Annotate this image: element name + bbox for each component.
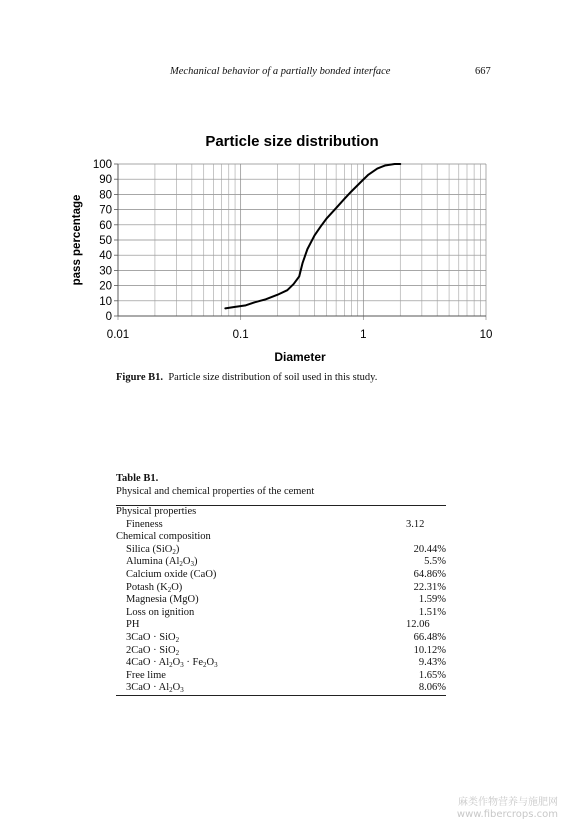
- running-head: [0, 66, 562, 80]
- x-axis-label: Diameter: [274, 350, 326, 364]
- table-row: [116, 582, 446, 595]
- particle-size-chart: [60, 126, 510, 366]
- row-label: Alumina $(Al_2O_3)$: [126, 556, 198, 569]
- chart-series: [225, 164, 400, 308]
- y-tick-label: 40: [99, 250, 112, 263]
- row-label: Calcium oxide (CaO): [126, 568, 217, 580]
- row-value: 3.12: [406, 518, 425, 530]
- table-row: [116, 607, 446, 620]
- figure-caption: [116, 372, 377, 383]
- row-label: Loss on ignition: [126, 606, 195, 618]
- section-heading: [116, 531, 446, 544]
- row-label: $4CaO \cdot Al_2O_3 \cdot Fe_2O_3$: [126, 657, 218, 670]
- table-row: [116, 569, 446, 582]
- y-tick-label: 60: [99, 219, 112, 232]
- row-value: 20.44%: [413, 543, 446, 555]
- chart-grid: [118, 164, 486, 320]
- row-value: 10.12%: [413, 644, 446, 656]
- row-value: 9.43%: [418, 657, 446, 669]
- x-tick-label: 10: [479, 329, 493, 341]
- y-tick-label: 30: [99, 265, 112, 278]
- table-title: Physical and chemical properties of the cement: [116, 486, 315, 497]
- row-value: 64.86%: [413, 568, 446, 580]
- table-row: [116, 594, 446, 607]
- table-row: [116, 682, 446, 695]
- x-tick-label: 1: [360, 329, 367, 341]
- properties-table: [116, 505, 446, 696]
- row-value: 1.51%: [418, 606, 446, 618]
- row-value: 66.48%: [413, 631, 446, 643]
- table-bottom-rule: [116, 695, 446, 696]
- row-value: 5.5%: [424, 556, 446, 568]
- watermark: [457, 797, 558, 821]
- row-label: 2CaO · SiO$_2$: [126, 644, 180, 657]
- table-row: [116, 632, 446, 645]
- table-row: [116, 657, 446, 670]
- figure-label: Figure B1.: [116, 372, 164, 383]
- watermark-line-1: 麻类作物营养与施肥网: [458, 797, 558, 808]
- section-heading-text: Chemical composition: [116, 531, 211, 543]
- watermark-line-2: www.fibercrops.com: [456, 809, 558, 820]
- row-label: $3CaO \cdot Al_2O_3$: [126, 682, 184, 695]
- row-label: PH: [126, 619, 140, 631]
- chart-ticks: [93, 159, 493, 341]
- x-tick-label: 0.1: [232, 329, 249, 341]
- y-tick-label: 0: [105, 311, 112, 323]
- table-row: [116, 519, 446, 532]
- row-value: 8.06%: [418, 682, 446, 694]
- running-title: Mechanical behavior of a partially bonded interface: [170, 66, 391, 77]
- section-heading: [116, 506, 446, 519]
- row-value: 1.59%: [418, 594, 446, 606]
- table-label: Table B1.: [116, 473, 159, 484]
- y-tick-label: 100: [92, 159, 112, 171]
- row-value: 12.06: [406, 619, 430, 631]
- y-tick-label: 10: [99, 295, 112, 308]
- chart-title: Particle size distribution: [205, 133, 379, 150]
- section-heading-text: Physical properties: [116, 506, 197, 517]
- y-axis-label: pass percentage: [71, 194, 83, 286]
- row-label: 3CaO · SiO$_2$: [126, 631, 180, 644]
- row-label: Fineness: [126, 518, 163, 530]
- row-value: 22.31%: [413, 581, 446, 593]
- y-tick-label: 70: [99, 204, 112, 217]
- y-tick-label: 50: [99, 235, 112, 247]
- row-label: Silica (SiO$_2$): [126, 543, 180, 556]
- page-number: 667: [475, 66, 491, 77]
- row-value: 1.65%: [418, 669, 446, 681]
- table-row: [116, 619, 446, 632]
- y-tick-label: 20: [99, 280, 112, 293]
- table-row: [116, 670, 446, 683]
- y-tick-label: 90: [99, 174, 112, 187]
- row-label: Free lime: [126, 669, 166, 681]
- x-tick-label: 0.01: [106, 329, 130, 341]
- row-label: Magnesia (MgO): [126, 594, 199, 606]
- row-label: Potash $(K_2O)$: [126, 581, 183, 594]
- y-tick-label: 80: [99, 189, 112, 202]
- table-row: [116, 544, 446, 557]
- table-row: [116, 556, 446, 569]
- series-line: [225, 164, 400, 308]
- figure-caption-text: Particle size distribution of soil used in this study.: [168, 372, 378, 383]
- table-row: [116, 645, 446, 658]
